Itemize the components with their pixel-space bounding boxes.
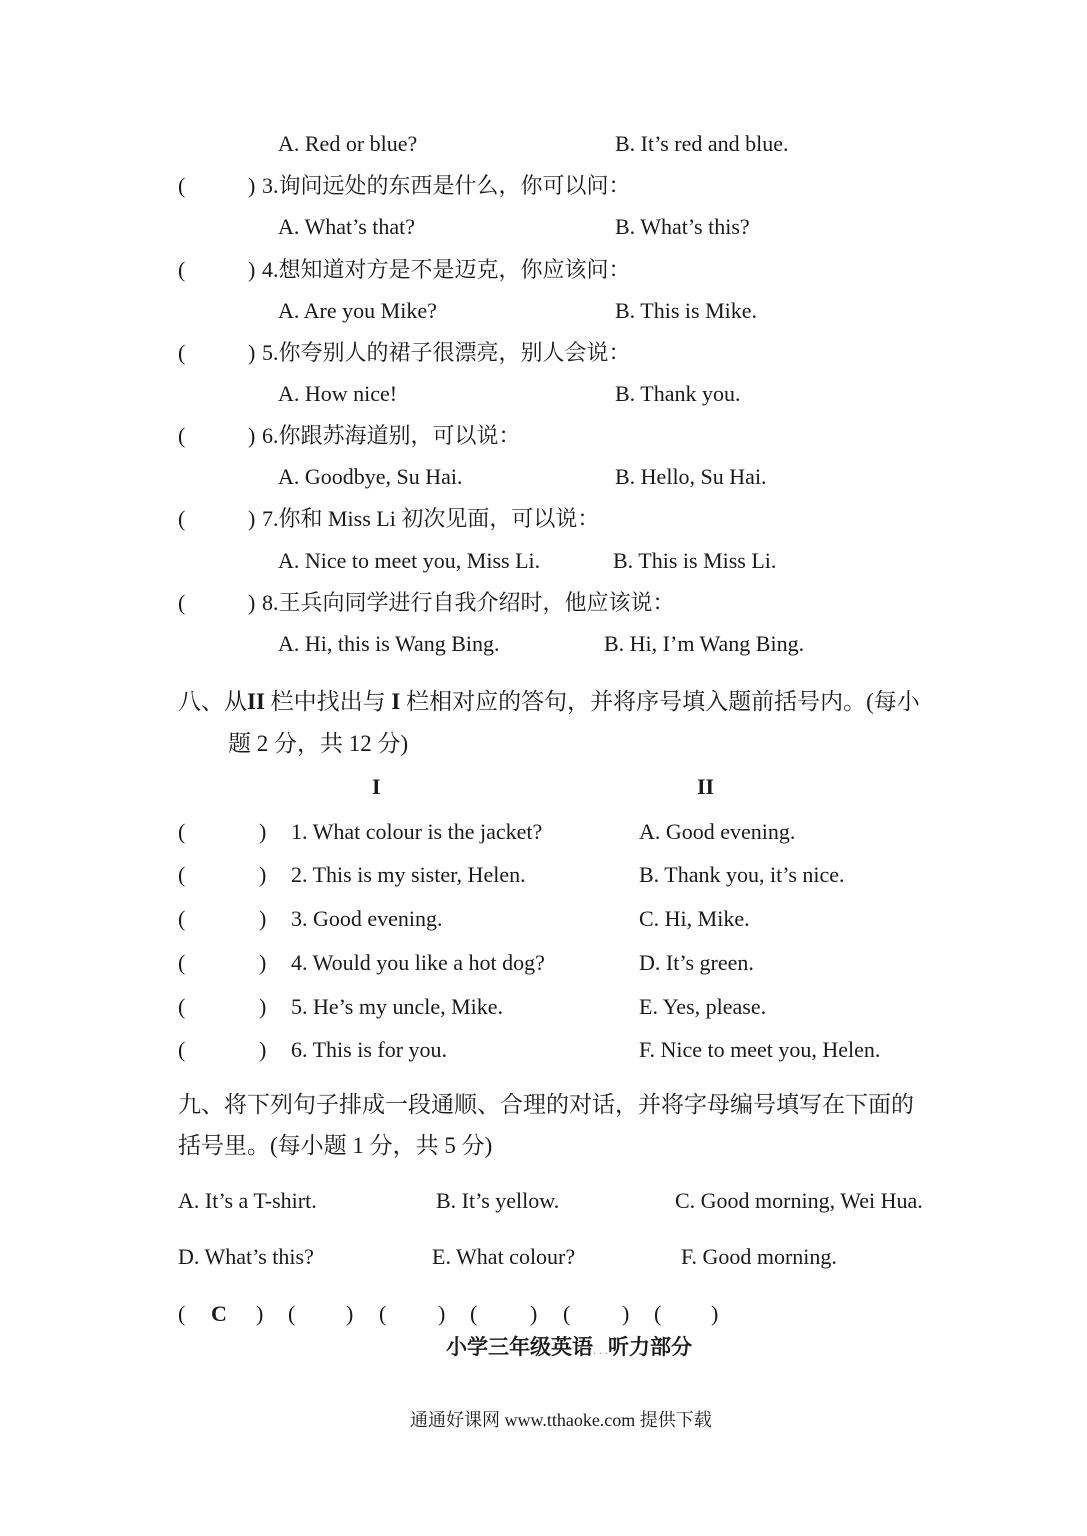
- answer-5-open: (: [563, 1301, 571, 1326]
- q4-option-a: A. Are you Mike?: [278, 298, 437, 323]
- q6-option-b: B. Hello, Su Hai.: [615, 464, 767, 489]
- q7-prompt: 7.你和 Miss Li 初次见面，可以说：: [262, 506, 600, 531]
- title-suffix: 栏相对应的答句，并将序号填入题前括号内。(每小: [400, 689, 920, 714]
- s8-r5-left: 5. He’s my uncle, Mike.: [291, 994, 504, 1019]
- q7-bracket-close: ): [248, 506, 256, 531]
- s8-r2-bracket-close: ): [259, 862, 267, 887]
- listening-title-dots: . . .: [593, 1343, 608, 1357]
- s8-r3-bracket-close: ): [259, 906, 267, 931]
- answer-3-open: (: [379, 1301, 387, 1326]
- q3-prompt: 3.询问远处的东西是什么，你可以问：: [262, 173, 631, 198]
- s8-r4-bracket-close: ): [259, 950, 267, 975]
- s8-r5-bracket-open: (: [178, 994, 186, 1019]
- s8-r2-left: 2. This is my sister, Helen.: [291, 862, 526, 887]
- s9-option-e: E. What colour?: [432, 1244, 576, 1269]
- q7-bracket-open: (: [178, 506, 186, 531]
- q8-bracket-open: (: [178, 590, 186, 615]
- q5-option-b: B. Thank you.: [615, 381, 741, 406]
- s8-r5-right: E. Yes, please.: [639, 994, 767, 1019]
- section-8-title-line2: 题 2 分，共 12 分): [228, 731, 409, 756]
- section-8-title-line1: [178, 690, 920, 713]
- s8-r2-right: B. Thank you, it’s nice.: [639, 862, 845, 887]
- q2-option-b: B. It’s red and blue.: [615, 131, 789, 156]
- answer-3-close: ): [438, 1301, 446, 1326]
- s9-option-f: F. Good morning.: [681, 1244, 837, 1269]
- s9-option-d: D. What’s this?: [178, 1244, 314, 1269]
- answer-6-open: (: [654, 1301, 662, 1326]
- section-9-title-line1: 九、将下列句子排成一段通顺、合理的对话，并将字母编号填写在下面的: [178, 1092, 914, 1117]
- column-i-header: I: [372, 774, 381, 799]
- s9-option-a: A. It’s a T-shirt.: [178, 1188, 317, 1213]
- answer-1-open: (: [178, 1301, 186, 1326]
- listening-title-main: 小学三年级英语: [446, 1335, 593, 1359]
- s8-r3-right: C. Hi, Mike.: [639, 906, 750, 931]
- title-i: I: [391, 689, 401, 714]
- s8-r6-bracket-close: ): [259, 1037, 267, 1062]
- s8-r5-bracket-close: ): [259, 994, 267, 1019]
- s8-r6-right: F. Nice to meet you, Helen.: [639, 1037, 881, 1062]
- title-prefix: 八、从: [178, 689, 247, 714]
- s8-r3-bracket-open: (: [178, 906, 186, 931]
- column-ii-header: II: [697, 774, 715, 799]
- q5-bracket-close: ): [248, 340, 256, 365]
- section-9-title-line2: 括号里。(每小题 1 分，共 5 分): [178, 1133, 493, 1158]
- q4-bracket-open: (: [178, 257, 186, 282]
- q4-prompt: 4.想知道对方是不是迈克，你应该问：: [262, 257, 631, 282]
- s8-r1-bracket-close: ): [259, 819, 267, 844]
- s8-r6-bracket-open: (: [178, 1037, 186, 1062]
- s8-r1-bracket-open: (: [178, 819, 186, 844]
- q3-bracket-close: ): [248, 173, 256, 198]
- s8-r2-bracket-open: (: [178, 862, 186, 887]
- q8-bracket-close: ): [248, 590, 256, 615]
- q3-option-a: A. What’s that?: [278, 214, 416, 239]
- answer-4-open: (: [470, 1301, 478, 1326]
- answer-2-open: (: [288, 1301, 296, 1326]
- q3-option-b: B. What’s this?: [615, 214, 750, 239]
- q5-option-a: A. How nice!: [278, 381, 398, 406]
- answer-2-close: ): [346, 1301, 354, 1326]
- s8-r6-left: 6. This is for you.: [291, 1037, 448, 1062]
- q2-option-a: A. Red or blue?: [278, 131, 418, 156]
- q3-bracket-open: (: [178, 173, 186, 198]
- page-footer: 通通好课网 www.tthaoke.com 提供下载: [410, 1410, 712, 1430]
- s8-r1-left: 1. What colour is the jacket?: [291, 819, 543, 844]
- s8-r4-bracket-open: (: [178, 950, 186, 975]
- q7-option-b: B. This is Miss Li.: [613, 548, 777, 573]
- title-ii: II: [247, 689, 265, 714]
- q6-bracket-open: (: [178, 423, 186, 448]
- q6-option-a: A. Goodbye, Su Hai.: [278, 464, 463, 489]
- s9-option-b: B. It’s yellow.: [436, 1188, 560, 1213]
- s8-r3-left: 3. Good evening.: [291, 906, 443, 931]
- answer-1-close: ): [256, 1301, 264, 1326]
- title-mid: 栏中找出与: [264, 689, 392, 714]
- q4-bracket-close: ): [248, 257, 256, 282]
- answer-1-value: C: [211, 1301, 227, 1326]
- answer-5-close: ): [622, 1301, 630, 1326]
- listening-title-suffix: 听力部分: [608, 1335, 692, 1359]
- s8-r4-right: D. It’s green.: [639, 950, 754, 975]
- q6-bracket-close: ): [248, 423, 256, 448]
- answer-6-close: ): [711, 1301, 719, 1326]
- q8-option-a: A. Hi, this is Wang Bing.: [278, 631, 500, 656]
- q5-prompt: 5.你夸别人的裙子很漂亮，别人会说：: [262, 340, 631, 365]
- q4-option-b: B. This is Mike.: [615, 298, 758, 323]
- listening-title: [446, 1337, 692, 1358]
- s9-option-c: C. Good morning, Wei Hua.: [675, 1188, 923, 1213]
- q5-bracket-open: (: [178, 340, 186, 365]
- q7-option-a: A. Nice to meet you, Miss Li.: [278, 548, 541, 573]
- q6-prompt: 6.你跟苏海道别，可以说：: [262, 423, 521, 448]
- s8-r1-right: A. Good evening.: [639, 819, 796, 844]
- q8-prompt: 8.王兵向同学进行自我介绍时，他应该说：: [262, 590, 675, 615]
- s8-r4-left: 4. Would you like a hot dog?: [291, 950, 545, 975]
- q8-option-b: B. Hi, I’m Wang Bing.: [604, 631, 805, 656]
- answer-4-close: ): [530, 1301, 538, 1326]
